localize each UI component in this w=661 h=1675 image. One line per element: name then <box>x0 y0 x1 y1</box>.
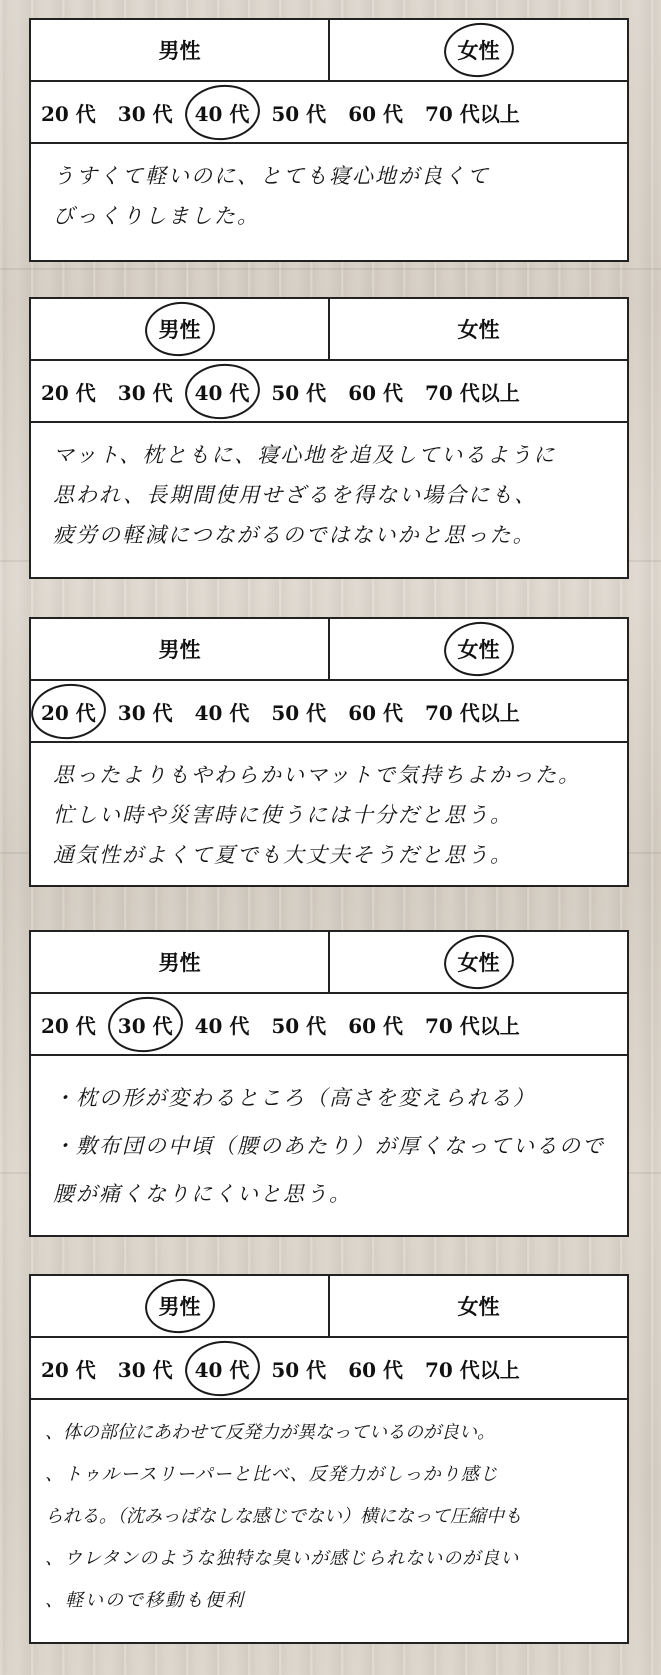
comment-line: ・枕の形が変わるところ（高さを変えられる） <box>53 1086 536 1110</box>
comment-line: 忙しい時や災害時に使うには十分だと思う。 <box>53 803 513 827</box>
gender-cell-female <box>328 932 627 992</box>
age-40s: 40 代 <box>195 98 250 127</box>
comment-line: 思われ、長期間使用せざるを得ない場合にも、 <box>53 483 538 507</box>
age-20s: 20 代 <box>41 380 96 405</box>
comment-box <box>31 144 627 246</box>
gender-female-label: 女性 <box>457 317 500 342</box>
gender-male-label: 男性 <box>158 38 201 63</box>
comment-line: マット、枕ともに、寝心地を追及しているように <box>53 443 557 467</box>
age-30s: 30 代 <box>117 101 173 126</box>
age-60s: 60 代 <box>348 380 403 405</box>
comment-line: 、ウレタンのような独特な臭いが感じられないのが良い <box>45 1548 520 1569</box>
age-50s: 50 代 <box>271 101 327 126</box>
comment-line: 、トゥルースリーパーと比べ、反発力がしっかり感じ <box>45 1464 499 1485</box>
comment-line: うすくて軽いのに、とても寝心地が良くて <box>53 164 490 188</box>
age-row <box>31 82 627 144</box>
age-20s: 20 代 <box>41 697 96 726</box>
gender-row <box>31 619 627 681</box>
age-20s: 20 代 <box>41 101 96 126</box>
gender-row <box>31 20 627 82</box>
age-50s: 50 代 <box>271 1013 327 1038</box>
age-60s: 60 代 <box>348 101 403 126</box>
age-row <box>31 1338 627 1400</box>
gender-row <box>31 932 627 994</box>
age-40s: 40 代 <box>194 700 250 725</box>
age-50s: 50 代 <box>271 1357 327 1382</box>
age-70s-plus: 70 代以上 <box>424 101 520 126</box>
age-20s: 20 代 <box>41 1357 96 1382</box>
gender-cell-male <box>31 299 328 359</box>
age-30s: 30 代 <box>118 1010 173 1039</box>
age-30s: 30 代 <box>117 700 173 725</box>
survey-card-4 <box>29 930 629 1237</box>
comment-box <box>31 743 627 885</box>
gender-male-label: 男性 <box>158 637 201 662</box>
age-row <box>31 361 627 423</box>
survey-card-5 <box>29 1274 629 1644</box>
gender-male-label: 男性 <box>159 314 201 344</box>
age-70s-plus: 70 代以上 <box>424 700 520 725</box>
age-60s: 60 代 <box>348 1013 403 1038</box>
survey-card-2 <box>29 297 629 579</box>
gender-male-label: 男性 <box>159 1291 201 1321</box>
age-40s: 40 代 <box>194 1013 250 1038</box>
gender-cell-female <box>328 619 627 679</box>
gender-cell-male <box>31 932 328 992</box>
gender-row <box>31 299 627 361</box>
age-70s-plus: 70 代以上 <box>424 380 520 405</box>
survey-card-1 <box>29 18 629 262</box>
gender-cell-male <box>31 619 328 679</box>
age-row <box>31 994 627 1056</box>
gender-cell-male <box>31 1276 328 1336</box>
comment-line: 、体の部位にあわせて反発力が異なっているのが良い。 <box>45 1422 495 1443</box>
comment-line: 思ったよりもやわらかいマットで気持ちよかった。 <box>53 763 582 787</box>
age-20s: 20 代 <box>41 1013 96 1038</box>
comment-line: ・敷布団の中頃（腰のあたり）が厚くなっているので <box>53 1134 605 1158</box>
gender-cell-male <box>31 20 328 80</box>
gender-cell-female <box>328 20 627 80</box>
age-row <box>31 681 627 743</box>
gender-male-label: 男性 <box>158 950 201 975</box>
comment-box <box>31 423 627 565</box>
comment-box <box>31 1056 627 1228</box>
gender-female-label: 女性 <box>457 1294 500 1319</box>
comment-box <box>31 1400 627 1632</box>
age-30s: 30 代 <box>117 1357 173 1382</box>
age-30s: 30 代 <box>117 380 173 405</box>
age-50s: 50 代 <box>271 700 327 725</box>
survey-card-3 <box>29 617 629 887</box>
comment-line: 疲労の軽減につながるのではないかと思った。 <box>53 523 536 547</box>
gender-female-label: 女性 <box>458 947 500 977</box>
age-70s-plus: 70 代以上 <box>424 1013 520 1038</box>
comment-line: びっくりしました。 <box>53 204 260 228</box>
gender-female-label: 女性 <box>458 35 500 65</box>
comment-line: 、軽いので移動も便利 <box>45 1590 245 1611</box>
comment-line: 腰が痛くなりにくいと思う。 <box>53 1182 352 1206</box>
gender-cell-female <box>328 299 627 359</box>
age-40s: 40 代 <box>195 1354 250 1383</box>
comment-line: られる。（沈みっぱなしな感じでない）横になって圧縮中も <box>45 1506 522 1527</box>
age-60s: 60 代 <box>348 700 403 725</box>
age-60s: 60 代 <box>348 1357 403 1382</box>
age-40s: 40 代 <box>195 377 250 406</box>
age-50s: 50 代 <box>271 380 327 405</box>
comment-line: 通気性がよくて夏でも大丈夫そうだと思う。 <box>53 843 513 867</box>
age-70s-plus: 70 代以上 <box>424 1357 520 1382</box>
gender-row <box>31 1276 627 1338</box>
gender-female-label: 女性 <box>458 634 500 664</box>
gender-cell-female <box>328 1276 627 1336</box>
